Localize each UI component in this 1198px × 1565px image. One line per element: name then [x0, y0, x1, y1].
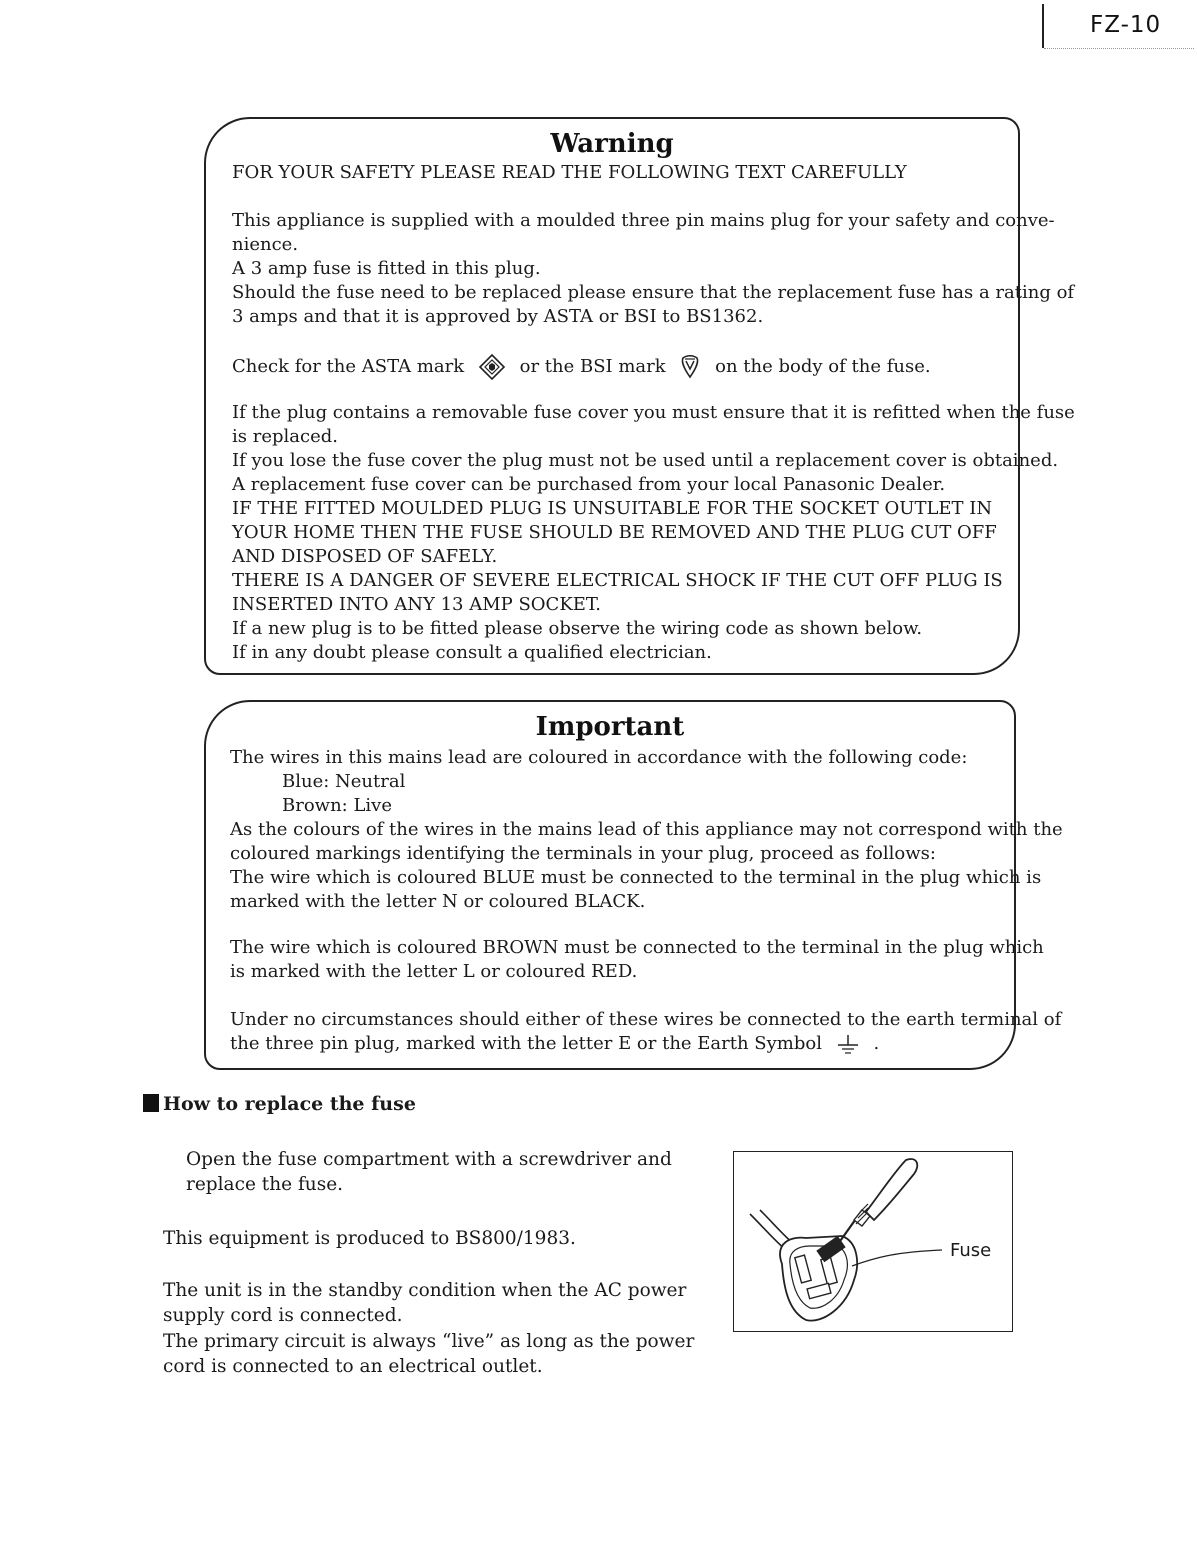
- standby-text-line: supply cord is connected.: [163, 1305, 403, 1326]
- important-text-line: marked with the letter N or coloured BLACK.: [230, 891, 646, 912]
- warning-text-line: A replacement fuse cover can be purchased from your local Panasonic Dealer.: [232, 474, 946, 495]
- important-text-line: As the colours of the wires in the mains lead of this appliance may not correspond with the: [230, 819, 1063, 840]
- fuse-section-title: How to replace the fuse: [163, 1093, 416, 1115]
- fuse-label: Fuse: [950, 1240, 992, 1261]
- warning-text-line: YOUR HOME THEN THE FUSE SHOULD BE REMOVED AND THE PLUG CUT OFF: [232, 522, 997, 543]
- fuse-instruction-line: replace the fuse.: [186, 1174, 344, 1195]
- header-rule: [1044, 48, 1194, 49]
- check-text-a: Check for the ASTA mark: [232, 356, 465, 377]
- warning-text-line: INSERTED INTO ANY 13 AMP SOCKET.: [232, 594, 601, 615]
- standby-text-line: The primary circuit is always “live” as long as the power: [163, 1331, 695, 1352]
- important-text-line: coloured markings identifying the terminals in your plug, proceed as follows:: [230, 843, 936, 864]
- warning-text-line: This appliance is supplied with a moulded three pin mains plug for your safety and conve-: [232, 210, 1055, 231]
- warning-text-line: is replaced.: [232, 426, 338, 447]
- page-code-header: [1042, 4, 1194, 48]
- warning-text-line: If in any doubt please consult a qualified electrician.: [232, 642, 712, 663]
- important-text-line: Under no circumstances should either of these wires be connected to the earth terminal of: [230, 1009, 1062, 1030]
- warning-subtitle: FOR YOUR SAFETY PLEASE READ THE FOLLOWING TEXT CAREFULLY: [232, 162, 907, 183]
- wire-code-brown: Brown: Live: [282, 795, 392, 816]
- warning-text-line: If a new plug is to be fitted please observe the wiring code as shown below.: [232, 618, 923, 639]
- wire-code-blue: Blue: Neutral: [282, 771, 406, 792]
- page-code: FZ-10: [1090, 12, 1162, 38]
- standby-text-line: The unit is in the standby condition when the AC power: [163, 1280, 687, 1301]
- fuse-instruction-line: Open the fuse compartment with a screwdriver and: [186, 1149, 672, 1170]
- fuse-section-heading: [143, 1093, 416, 1115]
- important-title: Important: [535, 712, 685, 742]
- warning-text-line: nience.: [232, 234, 299, 255]
- warning-text-line: THERE IS A DANGER OF SEVERE ELECTRICAL SHOCK IF THE CUT OFF PLUG IS: [232, 570, 1003, 591]
- plug-screwdriver-icon: [734, 1152, 946, 1330]
- check-text-b: or the BSI mark: [519, 356, 666, 377]
- earth-symbol-line: [230, 1032, 879, 1056]
- important-text-line: the three pin plug, marked with the letter E or the Earth Symbol: [230, 1033, 822, 1054]
- earth-symbol-icon: [836, 1033, 860, 1055]
- warning-text-line: AND DISPOSED OF SAFELY.: [232, 546, 498, 567]
- important-box: [204, 700, 1063, 1070]
- check-mark-line: [232, 353, 931, 381]
- warning-text-line: If the plug contains a removable fuse cover you must ensure that it is refitted when the fuse: [232, 402, 1075, 423]
- warning-text-line: 3 amps and that it is approved by ASTA or BSI to BS1362.: [232, 306, 764, 327]
- important-text-line: The wire which is coloured BLUE must be connected to the terminal in the plug which is: [230, 867, 1042, 888]
- important-text-end: .: [873, 1033, 880, 1054]
- warning-text-line: A 3 amp fuse is fitted in this plug.: [232, 258, 541, 279]
- bsi-kitemark-icon: [679, 354, 701, 380]
- important-text-line: The wires in this mains lead are coloured in accordance with the following code:: [230, 747, 968, 768]
- important-text-line: The wire which is coloured BROWN must be connected to the terminal in the plug which: [230, 937, 1044, 958]
- square-bullet-icon: [143, 1094, 159, 1112]
- warning-text-line: Should the fuse need to be replaced please ensure that the replacement fuse has a rating of: [232, 282, 1075, 303]
- warning-text-line: IF THE FITTED MOULDED PLUG IS UNSUITABLE FOR THE SOCKET OUTLET IN: [232, 498, 993, 519]
- fuse-replacement-figure: [733, 1151, 1013, 1332]
- warning-text-line: If you lose the fuse cover the plug must not be used until a replacement cover is obtained.: [232, 450, 1059, 471]
- important-text-line: is marked with the letter L or coloured RED.: [230, 961, 638, 982]
- warning-title: Warning: [550, 129, 674, 159]
- warning-box: [204, 117, 1075, 675]
- check-text-c: on the body of the fuse.: [715, 356, 931, 377]
- standard-statement: This equipment is produced to BS800/1983.: [163, 1228, 576, 1249]
- standby-text-line: cord is connected to an electrical outlet.: [163, 1356, 543, 1377]
- asta-mark-icon: [478, 353, 506, 381]
